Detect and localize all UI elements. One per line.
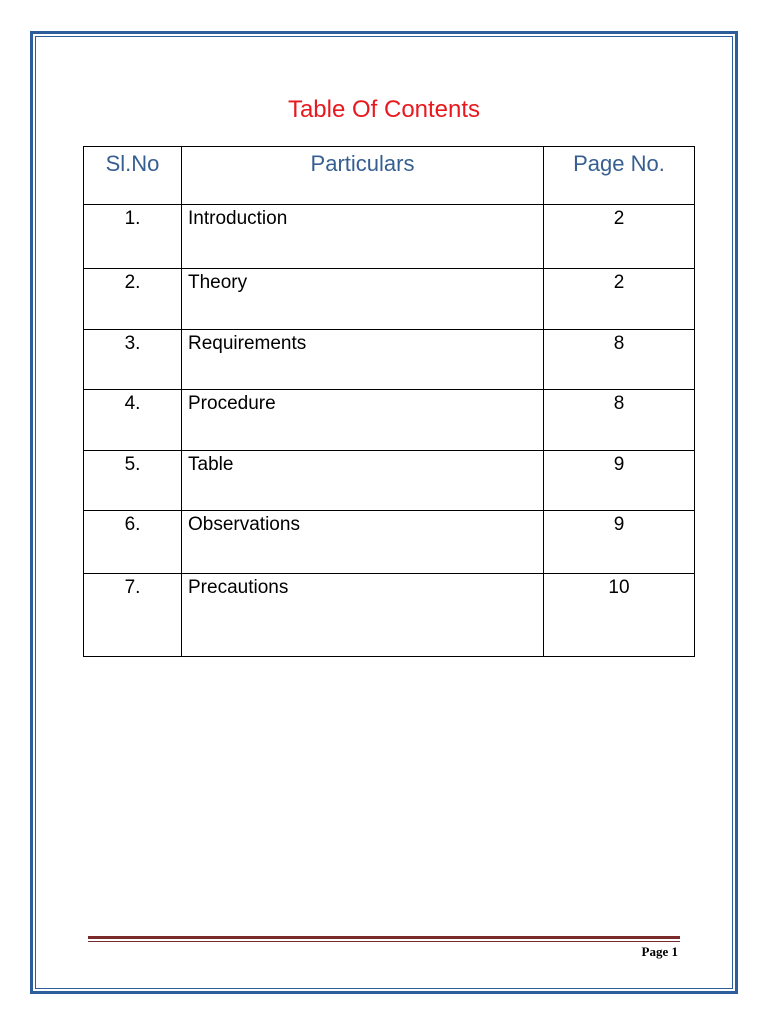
row-particulars: Observations <box>182 511 544 574</box>
row-slno: 7. <box>84 574 182 657</box>
footer-rule-thin <box>88 941 680 942</box>
footer-rule-thick <box>88 936 680 939</box>
row-slno: 2. <box>84 269 182 330</box>
header-slno: Sl.No <box>84 147 182 205</box>
row-page-no: 2 <box>544 205 695 269</box>
row-page-no: 8 <box>544 390 695 451</box>
table-row <box>84 330 695 390</box>
row-slno: 1. <box>84 205 182 269</box>
row-slno: 5. <box>84 451 182 511</box>
row-page-no: 2 <box>544 269 695 330</box>
row-page-no: 9 <box>544 451 695 511</box>
row-particulars: Precautions <box>182 574 544 657</box>
row-page-no: 10 <box>544 574 695 657</box>
header-particulars: Particulars <box>182 147 544 205</box>
row-particulars: Theory <box>182 269 544 330</box>
table-row <box>84 574 695 657</box>
document-title: Table Of Contents <box>287 96 481 123</box>
row-page-no: 8 <box>544 330 695 390</box>
row-slno: 3. <box>84 330 182 390</box>
row-particulars: Table <box>182 451 544 511</box>
table-row <box>84 511 695 574</box>
row-page-no: 9 <box>544 511 695 574</box>
row-particulars: Requirements <box>182 330 544 390</box>
table-row <box>84 390 695 451</box>
row-slno: 4. <box>84 390 182 451</box>
table-row <box>84 205 695 269</box>
page-number: Page 1 <box>641 944 678 959</box>
table-of-contents <box>83 146 695 657</box>
row-slno: 6. <box>84 511 182 574</box>
row-particulars: Introduction <box>182 205 544 269</box>
table-row <box>84 269 695 330</box>
header-page-no: Page No. <box>544 147 695 205</box>
table-row <box>84 451 695 511</box>
table-header-row <box>84 147 695 205</box>
row-particulars: Procedure <box>182 390 544 451</box>
